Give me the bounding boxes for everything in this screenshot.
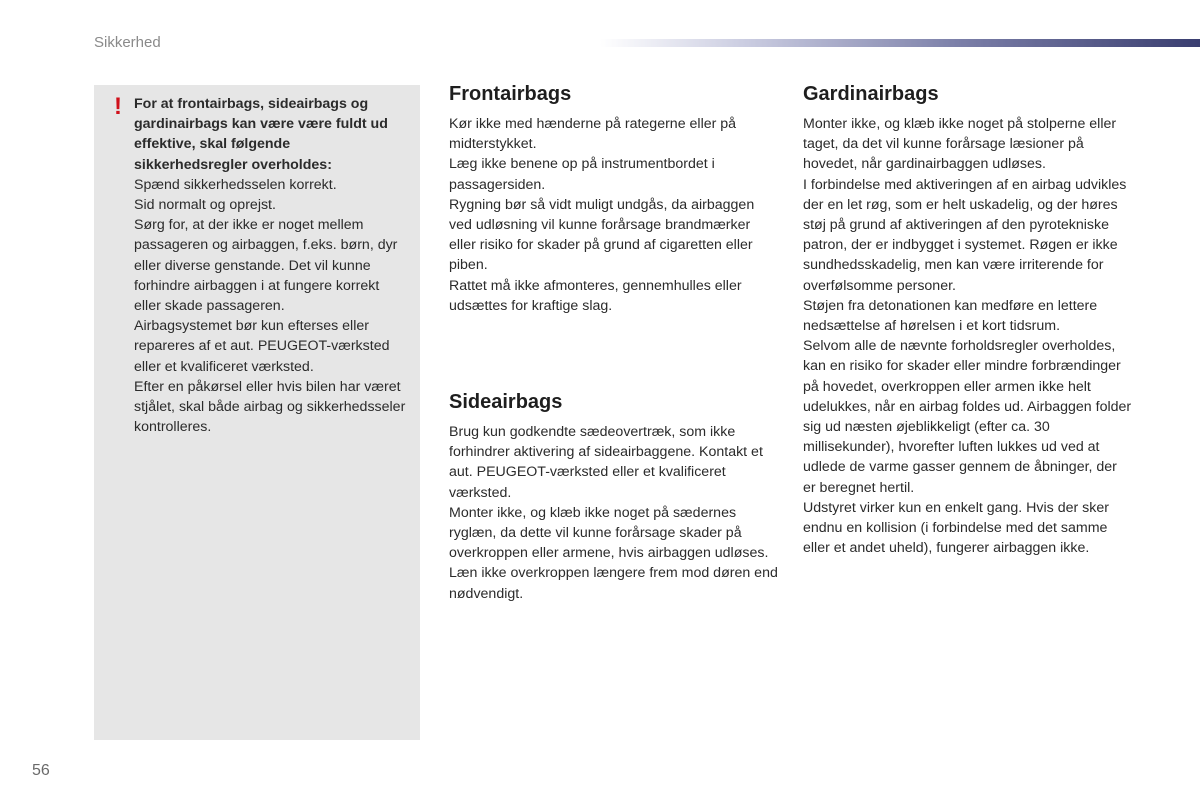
sideairbags-paragraph: Læn ikke overkroppen længere frem mod døren end nødvendigt. [449, 565, 778, 602]
warning-paragraph: Sid normalt og oprejst. [134, 197, 276, 214]
warning-box [94, 85, 420, 740]
sideairbags-paragraph: Monter ikke, og klæb ikke noget på sædernes ryglæn, da dette vil kunne forårsage skader på overkroppen eller armene, hvis airbaggen udløses. [449, 504, 769, 562]
section-title: Sikkerhed [94, 34, 161, 51]
sideairbags-paragraph: Brug kun godkendte sædeovertræk, som ikke forhindrer aktivering af sideairbaggene. Kontakt et aut. PEUGEOT-værksted eller et kvalificeret værksted. [449, 424, 763, 501]
gardinairbags-paragraph: I forbindelse med aktiveringen af en airbag udvikles der en let røg, som er helt uskadelig, og der høres støj på grund af aktiveringen af den pyrotekniske patron, der er indbygget i systemet. Røgen er ikke sundhedsskadelig, men kan være irriterende for overfølsomme personer. [803, 176, 1127, 294]
frontairbags-paragraph: Rattet må ikke afmonteres, gennemhulles eller udsættes for kraftige slag. [449, 277, 742, 314]
gardinairbags-paragraph: Selvom alle de nævnte forholdsregler overholdes, kan en risiko for skader eller mindre forbrændinger på hovedet, overkroppen eller armen ikke helt udelukkes, når en airbag foldes ud. Airbaggen folder sig ud næsten øjeblikkeligt (efter ca. 30 millisekunder), hvorefter luften lukkes ud ved at udlede de varme gasser gennem de åbninger, der er beregnet hertil. [803, 338, 1132, 496]
frontairbags-paragraph: Rygning bør så vidt muligt undgås, da airbaggen ved udløsning vil kunne forårsage brandmærker eller risiko for skader på grund af cigaretten eller piben. [449, 196, 755, 274]
warning-paragraph: Efter en påkørsel eller hvis bilen har været stjålet, skal både airbag og sikkerhedsseler kontrolleres. [134, 378, 406, 436]
frontairbags-paragraph: Kør ikke med hænderne på rategerne eller på midterstykket. [449, 116, 737, 153]
exclamation-icon: ! [114, 93, 122, 120]
sideairbags-heading: Sideairbags [449, 391, 563, 413]
warning-paragraph: Sørg for, at der ikke er noget mellem passageren og airbaggen, f.eks. børn, dyr eller diverse genstande. Det vil kunne forhindre airbaggen i at fungere korrekt eller skade passageren. [134, 217, 398, 315]
sideairbags-section [449, 390, 779, 604]
gardinairbags-heading: Gardinairbags [803, 83, 939, 105]
warning-text [134, 94, 406, 437]
gardinairbags-paragraph: Udstyret virker kun en enkelt gang. Hvis der sker endnu en kollision (i forbindelse med det samme eller et andet uheld), fungerer airbaggen ikke. [803, 499, 1109, 557]
gardinairbags-paragraph: Monter ikke, og klæb ikke noget på stolperne eller taget, da det vil kunne forårsage læsioner på hovedet, når gardinairbaggen udløses. [803, 116, 1117, 173]
warning-paragraph: Airbagsystemet bør kun efterses eller repareres af et aut. PEUGEOT-værksted eller et kvalificeret værksted. [134, 318, 390, 375]
frontairbags-paragraph: Læg ikke benene op på instrumentbordet i passagersiden. [449, 156, 715, 193]
warning-lead: For at frontairbags, sideairbags og gardinairbags kan være være fuldt ud effektive, skal følgende sikkerhedsregler overholdes: [134, 96, 388, 173]
frontairbags-section [449, 82, 779, 316]
page-number: 56 [32, 762, 50, 779]
header-gradient-bar [600, 39, 1200, 47]
warning-paragraph: Spænd sikkerhedsselen korrekt. [134, 176, 337, 193]
gardinairbags-paragraph: Støjen fra detonationen kan medføre en lettere nedsættelse af hørelsen i et kort tidsrum. [803, 297, 1098, 335]
frontairbags-heading: Frontairbags [449, 83, 572, 105]
gardinairbags-section [803, 82, 1133, 558]
